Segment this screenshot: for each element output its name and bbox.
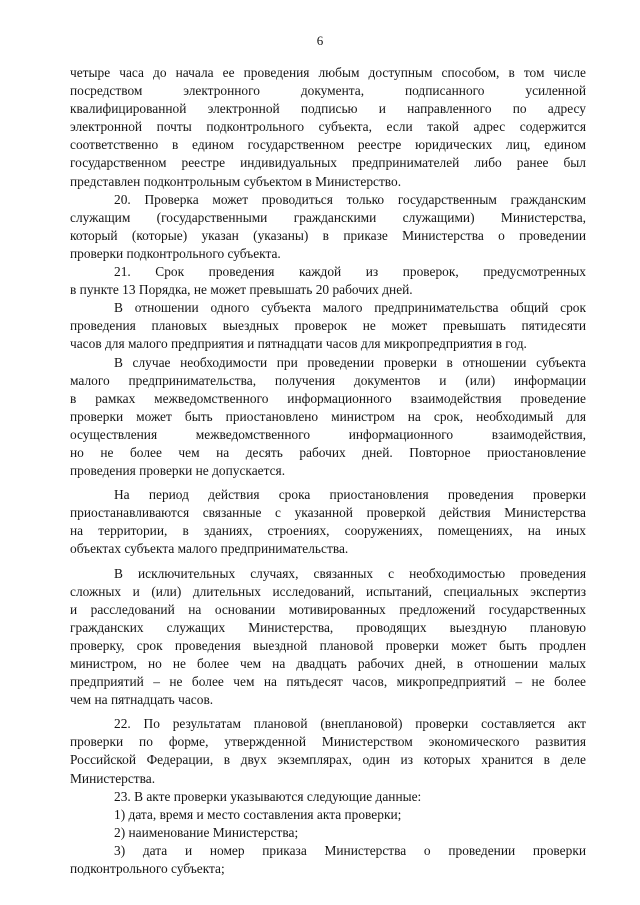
text-line: 1) дата, время и место составления акта проверки; <box>114 806 402 822</box>
text-line: 3) дата и номер приказа Министерства о проведении проверки <box>114 842 586 858</box>
text-line: но не более чем на десять рабочих дней. Повторное приостановление <box>70 444 586 460</box>
text-line: проведения плановых выездных проверок не может превышать пятидесяти <box>70 318 586 334</box>
text-line: проверку, срок проведения выездной плановой проверки может быть продлен <box>70 637 586 653</box>
text-line: предприятий – не более чем на пятьдесят часов, микропредприятий – не более <box>70 674 586 690</box>
page-number: 6 <box>316 33 324 48</box>
text-line: служащим (государственными гражданскими служащими) Министерства, <box>70 209 586 225</box>
text-line: на территории, в зданиях, строениях, сооружениях, помещениях, на иных <box>70 523 586 539</box>
text-line: проверки может быть приостановлено министром на срок, необходимый для <box>70 408 586 424</box>
text-line: четыре часа до начала ее проведения любым доступным способом, в том числе <box>70 65 586 80</box>
text-line: в рамках межведомственного информационного взаимодействия проведение <box>70 390 586 406</box>
text-line: 2) наименование Министерства; <box>114 824 299 840</box>
text-line: 20. Проверка может проводиться только государственным гражданским <box>114 191 586 207</box>
text-line: часов для малого предприятия и пятнадцати часов для микропредприятия в год. <box>70 336 527 352</box>
text-line: В случае необходимости при проведении проверки в отношении субъекта <box>114 354 586 370</box>
text-line: объектах субъекта малого предпринимательства. <box>70 541 349 557</box>
text-line: представлен подконтрольным субъектом в Министерство. <box>70 173 402 189</box>
text-line: квалифицированной электронной подписью и направленного по адресу <box>70 101 586 117</box>
text-line: государственном реестре индивидуальных предпринимателей либо ранее был <box>70 155 586 171</box>
text-line: Министерства. <box>70 770 156 786</box>
text-line: На период действия срока приостановления проведения проверки <box>114 487 586 503</box>
text-line: малого предпринимательства, получения документов и (или) информации <box>70 372 586 388</box>
text-line: чем на пятнадцать часов. <box>70 692 214 708</box>
text-line: и расследований на основании мотивированных предложений государственных <box>70 601 586 617</box>
text-line: который (которые) указан (указаны) в приказе Министерства о проведении <box>70 227 586 243</box>
text-line: 21. Срок проведения каждой из проверок, предусмотренных <box>114 264 586 280</box>
text-line: 22. По результатам плановой (внеплановой) проверки составляется акт <box>114 716 586 732</box>
text-line: осуществления межведомственного информационного взаимодействия, <box>70 426 586 442</box>
text-line: проведения проверки не допускается. <box>70 463 286 479</box>
text-line: В отношении одного субъекта малого предпринимательства общий срок <box>114 300 586 316</box>
text-line: в пункте 13 Порядка, не может превышать 20 рабочих дней. <box>70 282 413 298</box>
text-line: гражданских служащих Министерства, проводящих выездную плановую <box>70 619 586 635</box>
text-line: соответственно в едином государственном реестре юридических лиц, едином <box>70 137 586 153</box>
text-line: проверки по форме, утвержденной Министерством экономического развития <box>70 734 586 750</box>
text-line: проверки подконтрольного субъекта. <box>70 245 281 261</box>
text-line: министром, но не более чем на двадцать рабочих дней, в отношении малых <box>70 656 586 671</box>
text-line: сложных и (или) длительных исследований, испытаний, специальных экспертиз <box>70 583 586 599</box>
text-line: приостанавливаются связанные с указанной проверкой действия Министерства <box>70 505 586 521</box>
text-line: Российской Федерации, в двух экземплярах, один из которых хранится в деле <box>70 752 586 768</box>
text-line: посредством электронного документа, подписанного усиленной <box>70 83 586 99</box>
text-line: В исключительных случаях, связанных с необходимостью проведения <box>114 565 586 581</box>
text-line: подконтрольного субъекта; <box>70 861 225 877</box>
text-line: 23. В акте проверки указываются следующие данные: <box>114 788 422 804</box>
text-line: электронной почты подконтрольного субъекта, если такой адрес содержится <box>70 119 586 135</box>
document-body <box>70 64 586 878</box>
